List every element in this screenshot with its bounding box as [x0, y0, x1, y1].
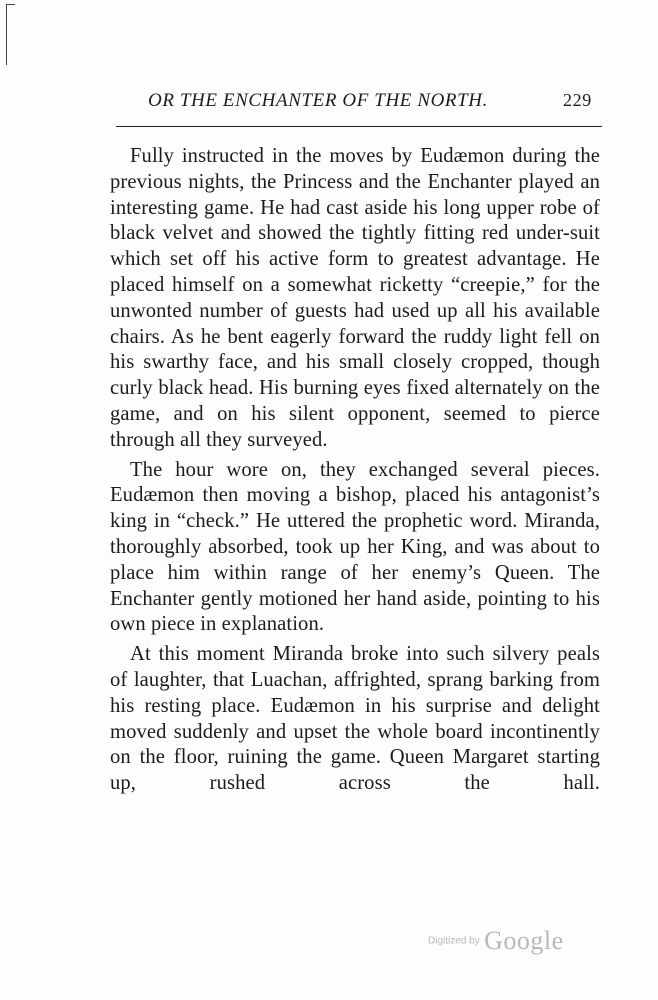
- paragraph-3: At this moment Miranda broke into such silvery peals of laughter, that Luachan, affrighted, sprang barking from his resting place. Eudæmon in his surprise and delight moved suddenly and upset the whole board incontinently on the floor, ruining the game. Queen Margaret starting up, rushed across the hall.: [110, 643, 600, 795]
- running-title: OR THE ENCHANTER OF THE NORTH.: [148, 90, 488, 111]
- paragraph-1: Fully instructed in the moves by Eudæmon during the previous nights, the Princess and the Enchanter played an interesting game. He had cast aside his long upper robe of black velvet and showed the tightly fitting red under-suit which set off his active form to greatest advantage. He placed himself on a somewhat ricketty “creepie,” for the unwonted number of guests had used up all his available chairs. As he bent eagerly forward the ruddy light fell on his swarthy face, and his small closely cropped, though curly black head. His burning eyes fixed alternately on the game, and on his silent opponent, seemed to pierce through all they surveyed.: [110, 145, 600, 451]
- digitization-watermark: [428, 926, 564, 956]
- page-number: 229: [563, 90, 592, 110]
- running-header: [148, 90, 606, 112]
- body-text: [110, 144, 600, 801]
- header-rule: [116, 126, 602, 127]
- watermark-prefix: Digitized by: [428, 935, 480, 947]
- paragraph-2: The hour wore on, they exchanged several pieces. Eudæmon then moving a bishop, placed his antagonist’s king in “check.” He uttered the prophetic word. Miranda, thoroughly absorbed, took up her King, and was about to place him within range of her enemy’s Queen. The Enchanter gently motioned her hand aside, pointing to his own piece in explanation.: [110, 458, 600, 636]
- google-logo: Google: [484, 926, 564, 955]
- scan-edge-mark: [6, 4, 15, 65]
